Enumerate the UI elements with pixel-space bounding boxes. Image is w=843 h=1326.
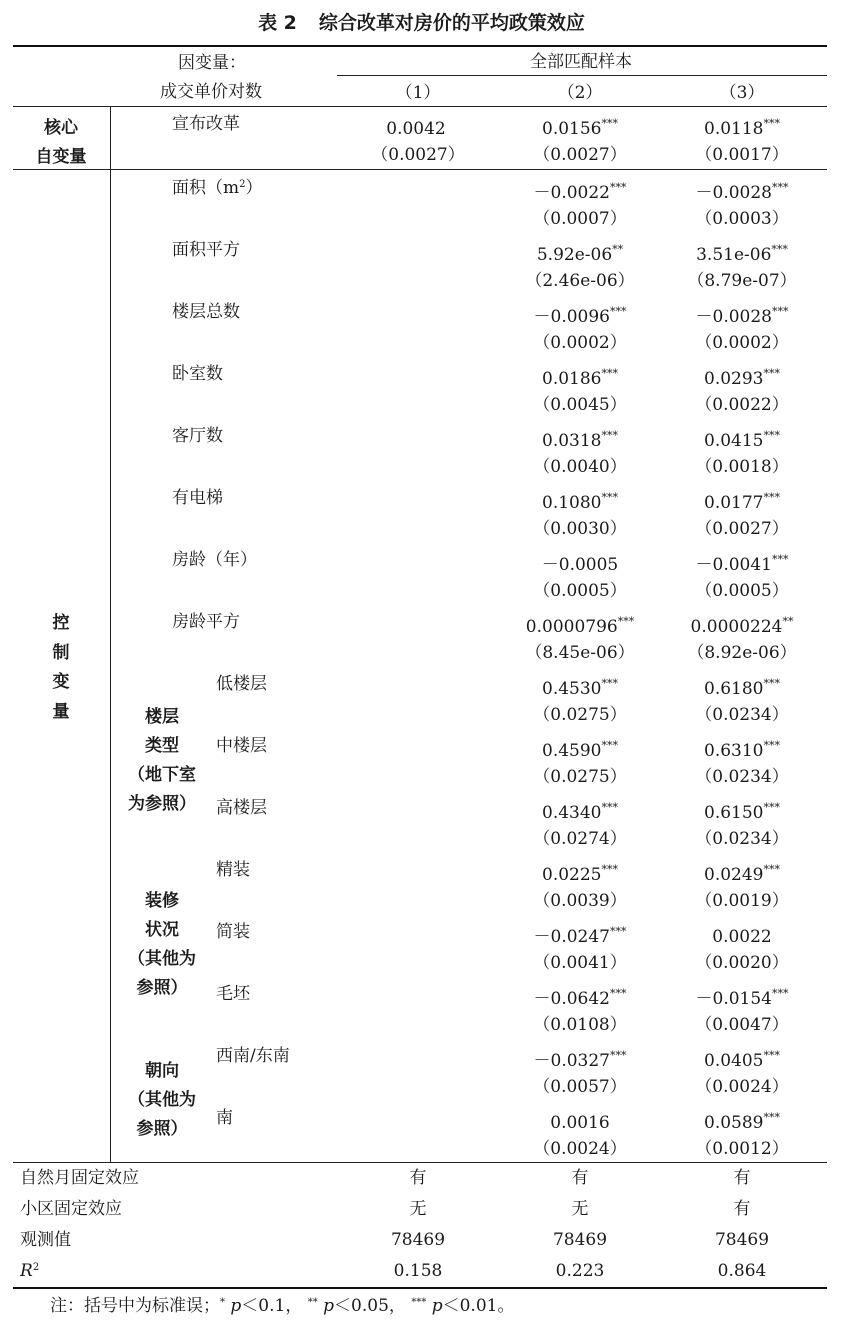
coef-cell: －0.0041*** xyxy=(695,553,789,575)
se-cell: （0.0003） xyxy=(695,209,789,229)
dependent-var-label: 因变量： xyxy=(178,53,246,73)
control-label: 控 制 变 量 xyxy=(52,613,70,722)
coef-cell: 0.0415*** xyxy=(704,429,780,451)
se-cell: （0.0020） xyxy=(695,953,789,973)
se-cell: （0.0022） xyxy=(695,395,789,415)
note-p3: ＜0.01。 xyxy=(442,1296,515,1316)
coef-cell: －0.0096*** xyxy=(533,305,627,327)
summary-value: 78469 xyxy=(390,1230,446,1250)
core-label: 核心 自变量 xyxy=(35,118,87,167)
se-cell: （0.0275） xyxy=(533,705,627,725)
summary-label: $R^2$ xyxy=(20,1261,40,1281)
coef-cell: 0.0293*** xyxy=(704,367,780,389)
summary-value: 无 xyxy=(409,1199,427,1219)
se-cell: （0.0041） xyxy=(533,953,627,973)
coef-cell: 0.0022 xyxy=(712,927,772,947)
summary-value: 0.223 xyxy=(555,1261,605,1281)
coef-cell: 0.0249*** xyxy=(704,863,780,885)
coef-cell: 3.51e-06*** xyxy=(696,243,788,265)
coef-cell: －0.0028*** xyxy=(695,305,789,327)
header-rule xyxy=(13,106,827,107)
coef-cell: －0.0247*** xyxy=(533,925,627,947)
top-rule xyxy=(13,45,827,47)
se-cell: （0.0012） xyxy=(695,1139,789,1159)
control-var-name: 中楼层 xyxy=(216,736,267,756)
table-note: 注：括号中为标准误；* p＜0.1， ** p＜0.05， *** p＜0.01。 xyxy=(50,1296,515,1316)
core-coef-3: 0.0118*** xyxy=(704,117,780,139)
control-var-name: 卧室数 xyxy=(172,364,223,384)
se-cell: （0.0274） xyxy=(533,829,627,849)
coef-cell: －0.0028*** xyxy=(695,181,789,203)
coef-cell: －0.0642*** xyxy=(533,987,627,1009)
sample-header: 全部匹配样本 xyxy=(530,52,632,72)
control-var-name: 高楼层 xyxy=(216,798,267,818)
core-se-2: （0.0027） xyxy=(533,145,627,165)
se-cell: （0.0108） xyxy=(533,1015,627,1035)
control-var-name: 西南/东南 xyxy=(216,1046,290,1066)
summary-value: 无 xyxy=(571,1199,589,1219)
se-cell: （0.0040） xyxy=(533,457,627,477)
control-var-name: 精装 xyxy=(216,860,250,880)
se-cell: （0.0039） xyxy=(533,891,627,911)
control-var-name: 客厅数 xyxy=(172,426,223,446)
coef-cell: 0.0589*** xyxy=(704,1111,780,1133)
table-title: 综合改革对房价的平均政策效应 xyxy=(318,12,585,34)
core-se-1: （0.0027） xyxy=(371,145,465,165)
summary-value: 有 xyxy=(409,1168,427,1188)
core-rule xyxy=(13,169,827,170)
sample-underline xyxy=(337,75,827,76)
control-var-name: 房龄平方 xyxy=(172,612,240,632)
control-var-name: 有电梯 xyxy=(172,488,223,508)
coef-cell: 0.0225*** xyxy=(542,863,618,885)
summary-value: 0.864 xyxy=(717,1261,767,1281)
se-cell: （0.0002） xyxy=(695,333,789,353)
se-cell: （8.79e-07） xyxy=(687,271,797,291)
summary-value: 78469 xyxy=(714,1230,770,1250)
col-header-2: （2） xyxy=(557,83,603,103)
coef-cell: －0.0327*** xyxy=(533,1049,627,1071)
group-orientation: 朝向 （其他为 参照） xyxy=(128,1061,196,1139)
coef-cell: －0.0154*** xyxy=(695,987,789,1009)
summary-value: 0.158 xyxy=(393,1261,443,1281)
se-cell: （0.0234） xyxy=(695,829,789,849)
core-var-name: 宣布改革 xyxy=(172,114,240,134)
se-cell: （0.0234） xyxy=(695,705,789,725)
core-coef-2: 0.0156*** xyxy=(542,117,618,139)
se-cell: （0.0047） xyxy=(695,1015,789,1035)
coef-cell: 0.6310*** xyxy=(704,739,780,761)
coef-cell: 0.4590*** xyxy=(542,739,618,761)
note-p1: ＜0.1， xyxy=(241,1296,303,1316)
control-var-name: 南 xyxy=(216,1108,233,1128)
coef-cell: 5.92e-06** xyxy=(536,243,624,265)
se-cell: （0.0027） xyxy=(695,519,789,539)
se-cell: （0.0018） xyxy=(695,457,789,477)
se-cell: （0.0045） xyxy=(533,395,627,415)
coef-cell: 0.4340*** xyxy=(542,801,618,823)
se-cell: （0.0275） xyxy=(533,767,627,787)
control-var-name: 面积平方 xyxy=(172,240,240,260)
summary-label: 观测值 xyxy=(20,1230,71,1250)
summary-label: 小区固定效应 xyxy=(20,1199,122,1219)
coef-cell: 0.0016 xyxy=(550,1113,610,1133)
coef-cell: 0.0177*** xyxy=(704,491,780,513)
se-cell: （0.0002） xyxy=(533,333,627,353)
core-coef-1: 0.0042 xyxy=(386,119,446,139)
control-var-name: 毛坯 xyxy=(216,984,250,1004)
se-cell: （0.0019） xyxy=(695,891,789,911)
coef-cell: 0.6180*** xyxy=(704,677,780,699)
se-cell: （0.0005） xyxy=(695,581,789,601)
coef-cell: 0.0186*** xyxy=(542,367,618,389)
control-var-name: 房龄（年） xyxy=(172,550,257,570)
coef-cell: 0.0000224** xyxy=(690,615,794,637)
se-cell: （8.45e-06） xyxy=(525,643,635,663)
coef-cell: 0.0318*** xyxy=(542,429,618,451)
control-var-name: 面积$(m^2)$ xyxy=(172,178,263,198)
se-cell: （0.0007） xyxy=(533,209,627,229)
se-cell: （0.0024） xyxy=(695,1077,789,1097)
table-caption xyxy=(0,8,843,35)
summary-value: 有 xyxy=(733,1168,751,1188)
coef-cell: 0.6150*** xyxy=(704,801,780,823)
se-cell: （8.92e-06） xyxy=(687,643,797,663)
col-header-3: （3） xyxy=(719,83,765,103)
column-divider xyxy=(110,107,111,1162)
group-floor-type: 楼层 类型 （地下室 为参照） xyxy=(128,707,196,814)
se-cell: （0.0057） xyxy=(533,1077,627,1097)
se-cell: （0.0030） xyxy=(533,519,627,539)
bottom-rule xyxy=(13,1287,827,1289)
coef-cell: －0.0005 xyxy=(541,555,619,575)
se-cell: （0.0005） xyxy=(533,581,627,601)
coef-cell: 0.0405*** xyxy=(704,1049,780,1071)
summary-label: 自然月固定效应 xyxy=(20,1168,139,1188)
coef-cell: 0.0000796*** xyxy=(525,615,635,637)
core-se-3: （0.0017） xyxy=(695,145,789,165)
coef-cell: －0.0022*** xyxy=(533,181,627,203)
coef-cell: 0.4530*** xyxy=(542,677,618,699)
table-number: 表 2 xyxy=(258,12,297,34)
coef-cell: 0.1080*** xyxy=(542,491,618,513)
dependent-var-name: 成交单价对数 xyxy=(160,82,262,102)
summary-value: 有 xyxy=(571,1168,589,1188)
col-header-1: （1） xyxy=(395,83,441,103)
note-p2: ＜0.05， xyxy=(334,1296,406,1316)
summary-value: 有 xyxy=(733,1199,751,1219)
se-cell: （2.46e-06） xyxy=(525,271,635,291)
control-var-name: 楼层总数 xyxy=(172,302,240,322)
se-cell: （0.0234） xyxy=(695,767,789,787)
summary-value: 78469 xyxy=(552,1230,608,1250)
control-var-name: 低楼层 xyxy=(216,674,267,694)
control-rule xyxy=(13,1162,827,1163)
control-var-name: 简装 xyxy=(216,922,250,942)
se-cell: （0.0024） xyxy=(533,1139,627,1159)
group-decoration: 装修 状况 （其他为 参照） xyxy=(128,891,196,998)
